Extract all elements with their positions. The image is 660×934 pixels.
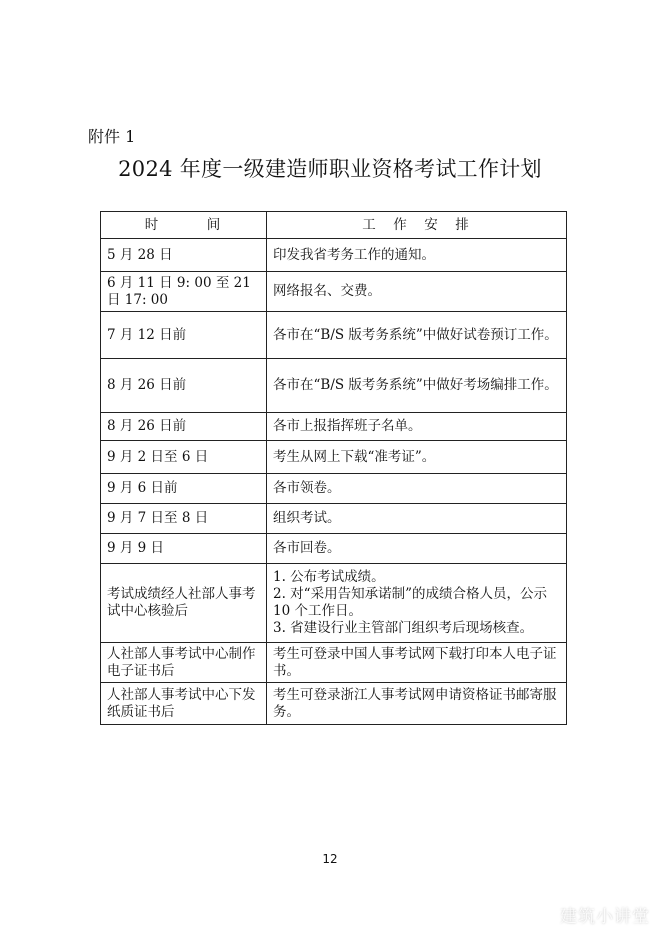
column-header-task: 工 作 安 排 [267, 212, 567, 239]
document-title: 2024 年度一级建造师职业资格考试工作计划 [118, 157, 542, 181]
time-cell: 8 月 26 日前 [101, 413, 267, 441]
table-row [101, 312, 567, 359]
annex-label: 附件 1 [88, 127, 136, 146]
page-number: 12 [322, 852, 338, 866]
table-row [101, 564, 567, 643]
time-cell: 9 月 6 日前 [101, 474, 267, 504]
time-cell: 5 月 28 日 [101, 239, 267, 272]
table-row [101, 272, 567, 312]
time-cell: 9 月 7 日至 8 日 [101, 504, 267, 534]
time-cell: 人社部人事考试中心制作电子证书后 [101, 643, 267, 683]
task-cell: 考生从网上下载“准考证”。 [267, 441, 567, 474]
task-cell: 网络报名、交费。 [267, 272, 567, 312]
table-row [101, 359, 567, 413]
task-cell: 各市在“B/S 版考务系统”中做好考场编排工作。 [267, 359, 567, 413]
time-cell: 6 月 11 日 9: 00 至 21 日 17: 00 [101, 272, 267, 312]
time-cell: 考试成绩经人社部人事考试中心核验后 [101, 564, 267, 643]
task-cell: 考生可登录中国人事考试网下载打印本人电子证书。 [267, 643, 567, 683]
table-row [101, 474, 567, 504]
task-cell: 各市领卷。 [267, 474, 567, 504]
time-cell: 人社部人事考试中心下发纸质证书后 [101, 683, 267, 725]
table-header-row [101, 212, 567, 239]
column-header-time: 时 间 [101, 212, 267, 239]
task-cell: 印发我省考务工作的通知。 [267, 239, 567, 272]
watermark: 建筑小讲堂 [560, 907, 650, 927]
table-row [101, 643, 567, 683]
table-row [101, 413, 567, 441]
table-row [101, 534, 567, 564]
table-row [101, 683, 567, 725]
time-cell: 9 月 2 日至 6 日 [101, 441, 267, 474]
table-row [101, 441, 567, 474]
table-row [101, 504, 567, 534]
task-list-item: 3. 省建设行业主管部门组织考后现场核查。 [273, 620, 534, 636]
task-list-item: 1. 公布考试成绩。 [273, 569, 385, 585]
task-cell: 各市回卷。 [267, 534, 567, 564]
task-list [273, 569, 560, 637]
task-cell: 考生可登录浙江人事考试网申请资格证书邮寄服务。 [267, 683, 567, 725]
schedule-table [100, 211, 567, 725]
task-cell [267, 564, 567, 643]
time-cell: 8 月 26 日前 [101, 359, 267, 413]
time-cell: 7 月 12 日前 [101, 312, 267, 359]
task-cell: 组织考试。 [267, 504, 567, 534]
task-cell: 各市在“B/S 版考务系统”中做好试卷预订工作。 [267, 312, 567, 359]
task-list-item: 2. 对“采用告知承诺制”的成绩合格人员，公示 10 个工作日。 [273, 586, 547, 619]
table-row [101, 239, 567, 272]
time-cell: 9 月 9 日 [101, 534, 267, 564]
task-cell: 各市上报指挥班子名单。 [267, 413, 567, 441]
